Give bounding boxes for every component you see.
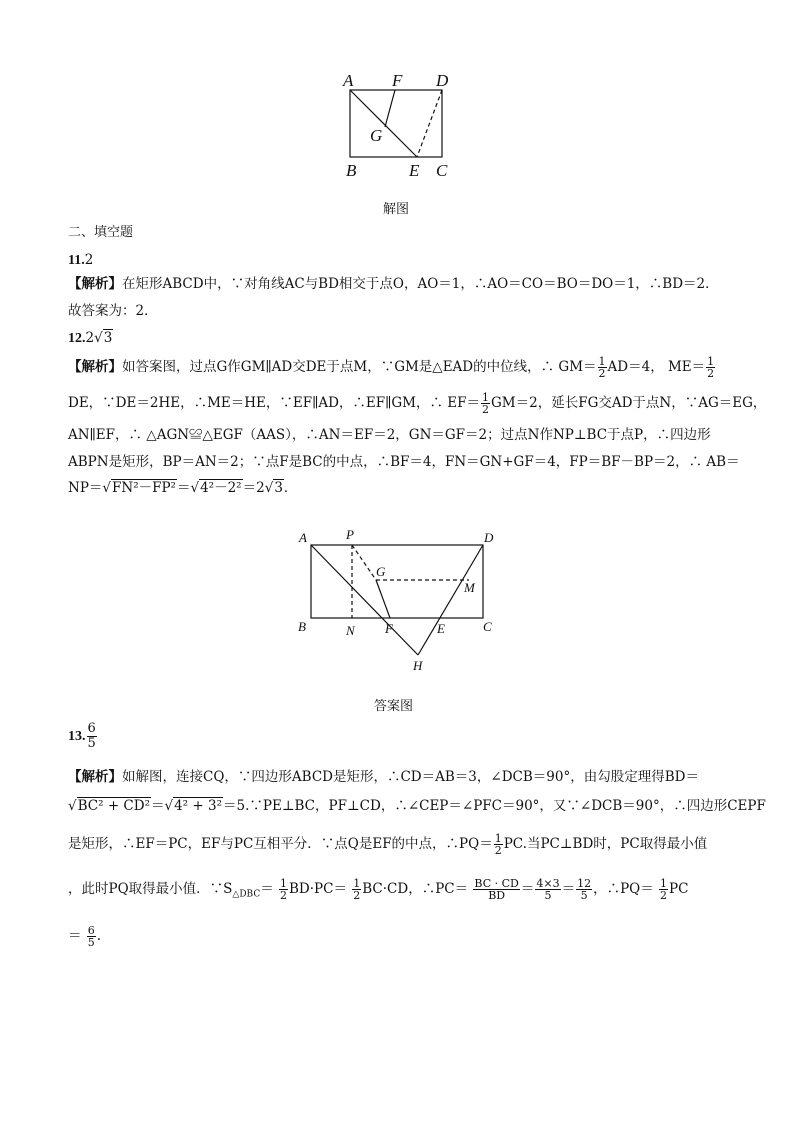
q12-number: 12. [68, 331, 86, 346]
q13-line4 [68, 878, 688, 905]
q11-tag: 【解析】 [68, 276, 122, 292]
label-d: D [436, 71, 449, 90]
q11-answer [68, 250, 93, 271]
q13-answer-frac: $\frac{6}{5}$ [87, 721, 96, 751]
q13-half-3: $\frac{1}{2}$ [353, 877, 361, 902]
q13-half-4: $\frac{1}{2}$ [660, 877, 668, 902]
label-a: A [343, 71, 354, 90]
q12-l5rad2: 4²－2² [200, 480, 242, 496]
rect-abcd-2 [311, 545, 483, 618]
q11-explanation-line2: 故答案为：2． [68, 303, 158, 319]
q13-answer [68, 722, 98, 751]
q12-half-1: $\frac{1}{2}$ [598, 355, 606, 380]
label-c: C [436, 161, 448, 180]
segment-ae [350, 90, 417, 157]
q13-l3: 是矩形，∴EF＝PC，EF与PC互相平分．∵点Q是EF的中点，∴PQ＝ [68, 836, 493, 852]
q12-answer-coef: 2 [85, 330, 95, 346]
q12-half-3: $\frac{1}{2}$ [482, 391, 489, 416]
q11-explanation-line1 [68, 274, 719, 294]
label-a-2: A [299, 530, 307, 545]
q13-l2b: ＝5.∵PE⊥BC，PF⊥CD，∴∠CEP＝∠PFC＝90°，又∵∠DCB＝90°，∴四边形CEPF [223, 798, 766, 814]
label-c-2: C [483, 619, 492, 634]
q11-text1: 在矩形ABCD中，∵对角线AC与BD相交于点O，AO＝1，∴AO＝CO＝BO＝DO＝1，∴BD＝2． [122, 276, 719, 292]
q12-answer: 12.2√3 [68, 330, 113, 346]
label-n-2: N [346, 623, 355, 638]
q11-number: 11. [68, 253, 85, 268]
q13-l4b: ＝ [260, 881, 274, 897]
q13-l4e: ＝ [520, 881, 535, 897]
q13-frac-bccd-bd: $\frac{BC \cdot CD}{BD}$ [474, 877, 519, 902]
q13-half-1: $\frac{1}{2}$ [494, 832, 502, 857]
q13-l4c: BD·PC＝ [289, 881, 347, 897]
q12-l1a: 如答案图，过点G作GM∥AD交DE于点M，∵GM是△EAD的中位线，∴ GM＝ [122, 359, 597, 375]
q13-tag: 【解析】 [68, 769, 122, 785]
q13-l5b: . [96, 928, 102, 944]
q13-half-2: $\frac{1}{2}$ [280, 877, 288, 902]
figure-2 [290, 525, 510, 675]
q12-l2b: GM＝2，延长FG交AD于点N，∵AG＝EG， [491, 395, 767, 411]
q12-l5rad1: FN²－FP² [112, 480, 176, 496]
label-h-2: H [413, 658, 423, 673]
label-p-2: P [346, 527, 354, 542]
label-b: B [346, 161, 357, 180]
label-f: F [392, 71, 403, 90]
q12-l5a: NP＝ [68, 480, 103, 496]
figure-2-caption: 答案图 [374, 699, 414, 714]
q13-line2: √BC² + CD²＝√4² + 3²＝5.∵PE⊥BC，PF⊥CD，∴∠CEP＝∠PFC＝90°，又∵∠DCB＝90°，∴四边形CEPF [68, 798, 766, 814]
q12-line2 [68, 392, 766, 415]
label-m-2: M [464, 580, 475, 595]
q12-l5d: ． [283, 480, 298, 496]
q13-l4a: ，此时PQ取得最小值．∵S [68, 881, 233, 897]
label-b-2: B [298, 619, 306, 634]
q12-line4: ABPN是矩形，BP＝AN＝2；∵点F是BC的中点，∴BF＝4，FN＝GN+GF＝4，FP＝BF－BP＝2，∴ AB＝ [68, 454, 740, 470]
q12-l5rad3: 3 [274, 480, 283, 496]
label-g-2: G [376, 564, 386, 579]
rect-abcd [350, 90, 442, 157]
q12-tag: 【解析】 [68, 359, 122, 375]
q12-l5c: ＝2 [242, 480, 265, 496]
figure-1-caption: 解图 [383, 202, 410, 217]
segment-de-dashed [417, 90, 442, 157]
q12-l2a: DE，∵DE＝2HE，∴ME＝HE，∵EF∥AD，∴EF∥GM，∴ EF＝ [68, 395, 480, 411]
label-d-2: D [484, 530, 494, 545]
q13-final-frac: $\frac{6}{5}$ [87, 924, 95, 949]
label-g: G [370, 126, 383, 145]
q13-l3b: PC.当PC⊥BD时，PC取得最小值 [503, 836, 708, 852]
q13-l2a: ＝ [150, 798, 165, 814]
q13-line1 [68, 767, 699, 787]
segment-d-h [418, 545, 483, 655]
figure-2-svg [290, 525, 510, 675]
q12-half-2: $\frac{1}{2}$ [707, 355, 715, 380]
figure-1 [330, 66, 470, 186]
q13-l4f: ＝ [561, 881, 576, 897]
label-e-2: E [437, 621, 445, 636]
q13-frac-4x3-5: $\frac{4\times 3}{5}$ [536, 877, 560, 902]
q13-frac-12-5: $\frac{12}{5}$ [577, 877, 592, 902]
q13-line3 [68, 833, 707, 856]
q13-l4d: BC·CD，∴PC＝ [362, 881, 469, 897]
segment-pg-dashed [352, 545, 376, 580]
q13-l5a: ＝ [68, 928, 82, 944]
segment-fg [385, 90, 395, 127]
q12-l5b: ＝ [176, 480, 191, 496]
segment-gf [376, 580, 390, 618]
q12-answer-radicand: 3 [103, 330, 113, 346]
q13-l2rad1: BC² + CD² [77, 798, 150, 814]
segment-a-h [311, 545, 418, 655]
q12-line1 [68, 356, 716, 379]
q13-l2rad2: 4² + 3² [174, 798, 222, 814]
label-f-2: F [385, 621, 393, 636]
q11-answer-value: 2 [84, 252, 94, 268]
label-e: E [409, 161, 420, 180]
q13-line5 [68, 925, 101, 948]
section-title: 二、填空题 [68, 225, 134, 240]
q12-line5: NP＝√FN²－FP²＝√4²－2²＝2√3． [68, 480, 298, 496]
figure-1-svg [330, 66, 470, 186]
q13-l4h: PC [669, 881, 689, 897]
q12-l1b: AD＝4， ME＝ [607, 359, 706, 375]
q13-l4sub: △DBC [232, 889, 261, 900]
q12-line3: AN∥EF，∴ △AGN≌△EGF（AAS），∴AN＝EF＝2，GN＝GF＝2；过点N作NP⊥BC于点P，∴四边形 [68, 427, 711, 443]
q13-l4g: ，∴PQ＝ [593, 881, 654, 897]
q13-l1: 如解图，连接CQ，∵四边形ABCD是矩形，∴CD＝AB＝3，∠DCB＝90°，由勾股定理得BD＝ [122, 769, 699, 785]
q13-number: 13. [68, 729, 86, 744]
